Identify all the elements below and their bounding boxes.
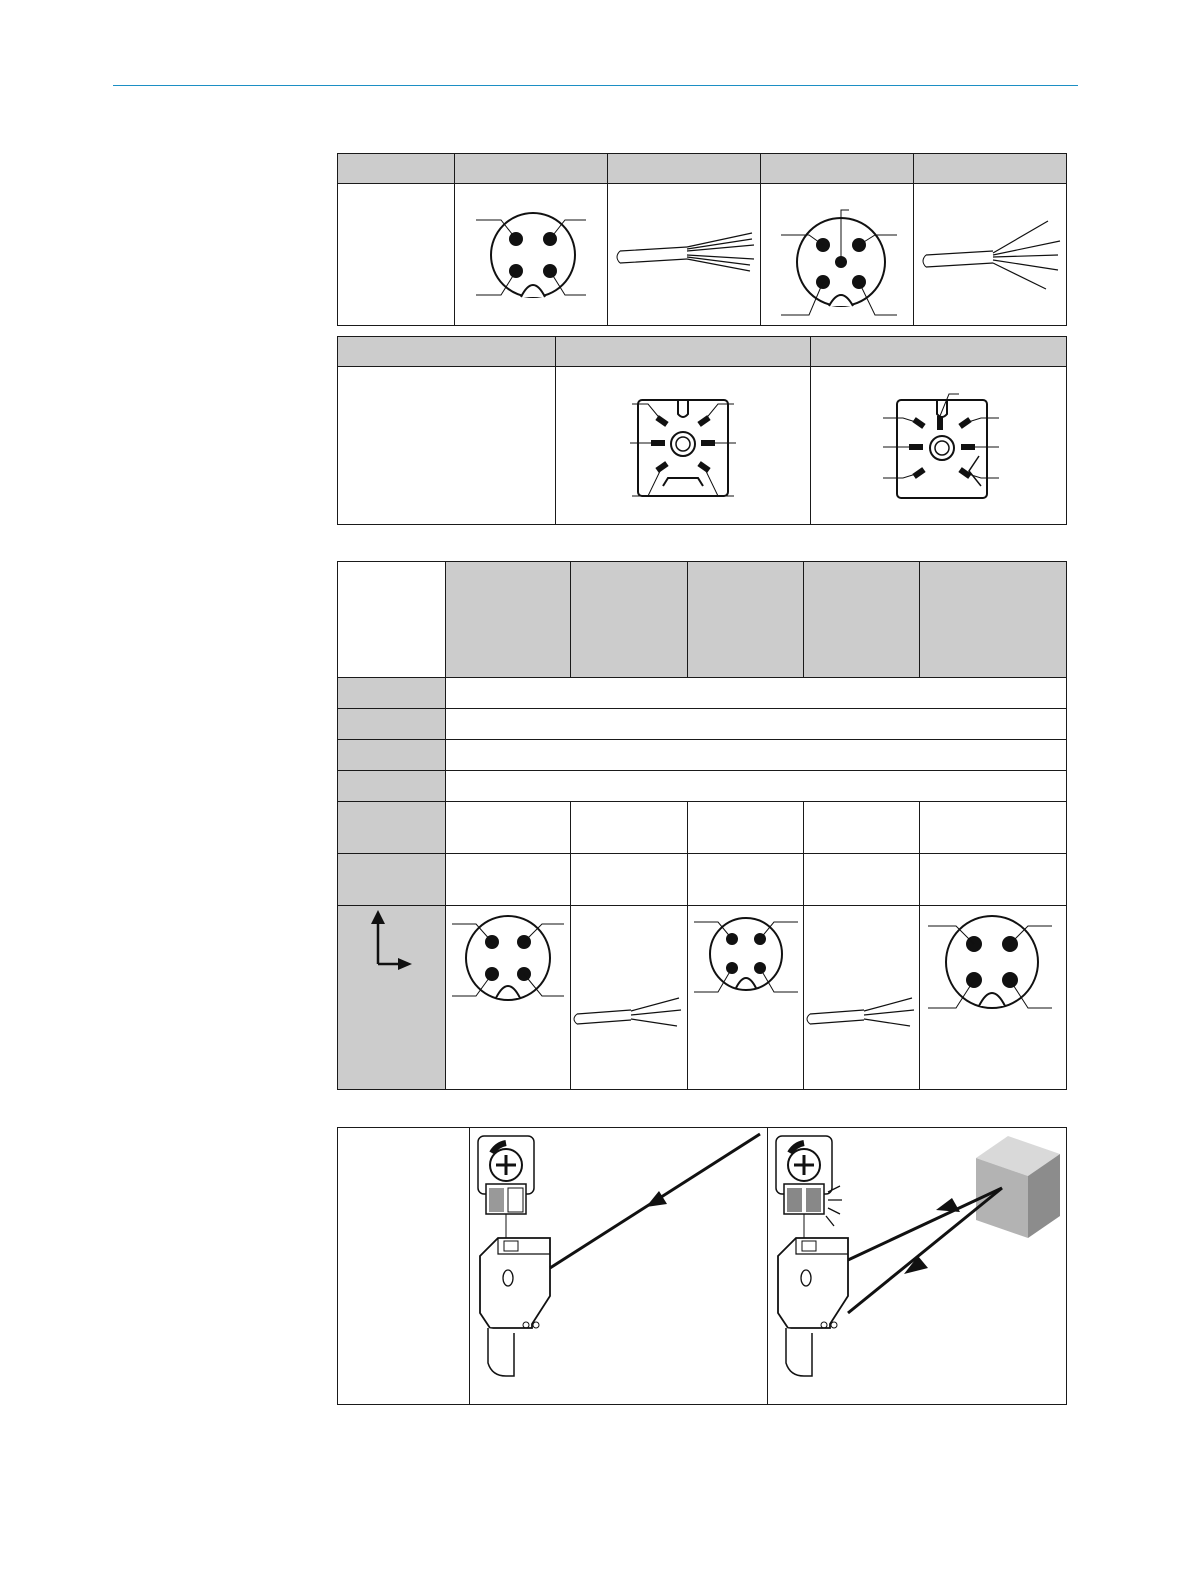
pin-split-cell [688,802,804,854]
pin-row-label [338,740,446,771]
m12-4pin-connector-icon [446,906,570,1006]
m12-4pin-connector-icon [920,906,1066,1016]
pin-pic-cable-a [571,906,688,1090]
teach-in-table [337,1127,1067,1405]
pin-header-2 [571,562,688,678]
4-wire-cable-icon [612,229,757,289]
pin-pic-m8-4pin [688,906,804,1090]
valve-plug-table [337,336,1067,525]
m12-4pin-connector-icon [461,195,601,315]
sensor-no-object-icon [470,1128,766,1403]
teach-cell-no-object [470,1128,768,1405]
valve-header-2 [811,337,1067,367]
connector-header-0 [338,154,455,184]
pin-split-cell [804,854,920,906]
connector-row-label [338,184,455,326]
pin-header-1 [446,562,571,678]
valve-plug-3pin-icon [618,386,748,506]
3-wire-cable-icon [571,906,687,1036]
pin-split-cell [920,802,1067,854]
connector-table [337,153,1067,326]
valve-cell-5pin [811,367,1067,525]
pin-split-cell [446,802,571,854]
pin-row-value [446,740,1067,771]
m8-4pin-connector-icon [688,906,804,1006]
connector-cell-m12-5pin [761,184,914,326]
teach-row-label [338,1128,470,1405]
pin-split-cell [804,802,920,854]
pin-split-cell [688,854,804,906]
valve-header-0 [338,337,556,367]
pin-row-value [446,678,1067,709]
connector-header-1 [455,154,608,184]
pin-row-value [446,771,1067,802]
connector-cell-cable-4 [608,184,761,326]
pin-row-value [446,709,1067,740]
pin-row-label [338,709,446,740]
teach-cell-object [768,1128,1067,1405]
connector-header-2 [608,154,761,184]
header-rule [113,85,1078,86]
pin-split-label [338,802,446,854]
pin-header-3 [688,562,804,678]
valve-plug-5pin-icon [869,386,1009,506]
pin-pic-m12-4pin [446,906,571,1090]
pin-header-4 [804,562,920,678]
sensor-object-detected-icon [768,1128,1065,1403]
pin-pic-m12-4pin-b [920,906,1067,1090]
pin-split-label [338,854,446,906]
pin-split-cell [571,854,688,906]
connector-header-4 [914,154,1067,184]
pin-header-0 [338,562,446,678]
connector-cell-m12-4pin [455,184,608,326]
valve-cell-3pin [556,367,811,525]
3-wire-cable-icon [804,906,920,1036]
valve-row-label [338,367,556,525]
connector-header-3 [761,154,914,184]
pin-split-cell [920,854,1067,906]
5-wire-cable-icon [918,215,1063,295]
valve-header-1 [556,337,811,367]
pin-split-cell [571,802,688,854]
connector-cell-cable-5 [914,184,1067,326]
pin-row-label [338,678,446,709]
axis-label-cell [338,906,446,1090]
pin-assignment-table [337,561,1067,1090]
pin-pic-cable-b [804,906,920,1090]
pin-header-5 [920,562,1067,678]
pin-split-cell [446,854,571,906]
coordinate-axes-icon [338,906,444,976]
m12-5pin-connector-icon [767,190,907,320]
pin-row-label [338,771,446,802]
